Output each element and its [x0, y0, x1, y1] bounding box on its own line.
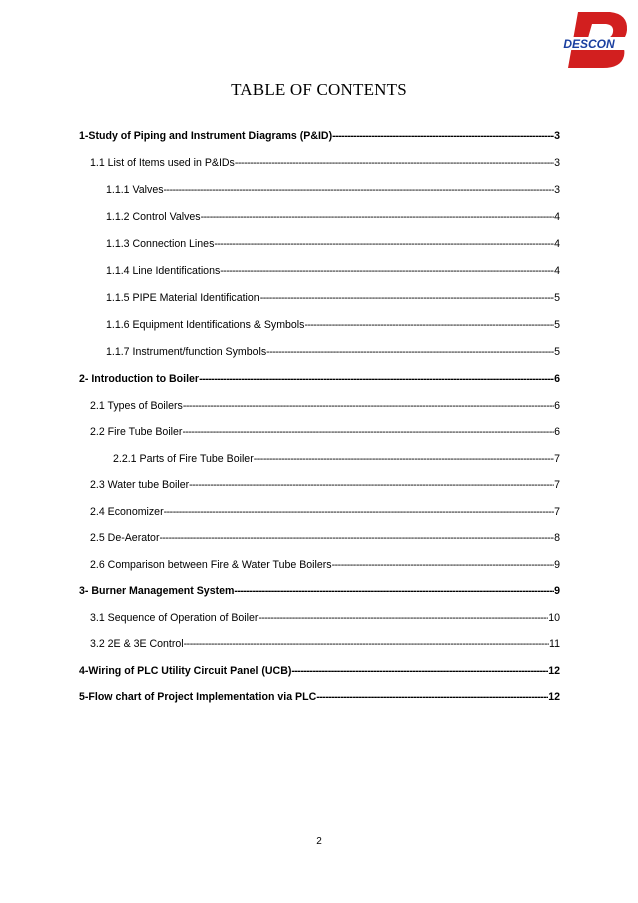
toc-entry-2[interactable]	[79, 373, 560, 385]
toc-leader	[316, 691, 548, 703]
toc-entry-2-3[interactable]	[90, 479, 560, 491]
toc-entry-page: 8	[554, 532, 560, 544]
toc-entry-page: 6	[554, 400, 560, 412]
toc-entry-title: 2.4 Economizer	[90, 506, 164, 518]
toc-entry-title: 1.1.1 Valves	[106, 184, 164, 196]
toc-entry-page: 5	[554, 346, 560, 358]
toc-entry-2-1[interactable]	[90, 400, 560, 412]
page-number: 2	[316, 836, 322, 847]
toc-entry-4[interactable]	[79, 665, 560, 677]
toc-entry-title: 1.1.6 Equipment Identifications & Symbols	[106, 319, 305, 331]
toc-leader	[182, 426, 554, 438]
toc-entry-page: 9	[554, 559, 560, 571]
toc-entry-page: 5	[554, 292, 560, 304]
toc-leader	[164, 506, 554, 518]
toc-leader	[199, 373, 554, 385]
toc-entry-page: 6	[554, 373, 560, 385]
toc-entry-3-2[interactable]	[90, 638, 560, 650]
toc-leader	[201, 211, 554, 223]
toc-entry-title: 3- Burner Management System	[79, 585, 235, 597]
toc-leader	[260, 292, 554, 304]
toc-entry-page: 7	[554, 453, 560, 465]
logo-text: DESCON	[563, 37, 615, 51]
toc-entry-title: 3.1 Sequence of Operation of Boiler	[90, 612, 259, 624]
toc-leader	[254, 453, 554, 465]
toc-entry-1-1-1[interactable]	[106, 184, 560, 196]
toc-entry-1-1[interactable]	[90, 157, 560, 169]
toc-entry-page: 7	[554, 479, 560, 491]
toc-entry-page: 3	[554, 157, 560, 169]
toc-entry-title: 3.2 2E & 3E Control	[90, 638, 184, 650]
toc-leader	[189, 479, 554, 491]
toc-entry-page: 6	[554, 426, 560, 438]
toc-entry-title: 2.5 De-Aerator	[90, 532, 160, 544]
toc-entry-title: 1.1.5 PIPE Material Identification	[106, 292, 260, 304]
toc-leader	[159, 532, 554, 544]
toc-leader	[291, 665, 548, 677]
toc-entry-page: 4	[554, 265, 560, 277]
toc-entry-title: 2.1 Types of Boilers	[90, 400, 183, 412]
toc-leader	[234, 585, 554, 597]
toc-leader	[235, 157, 554, 169]
toc-entry-page: 4	[554, 211, 560, 223]
toc-entry-title: 2.6 Comparison between Fire & Water Tube Boilers	[90, 559, 332, 571]
toc-entry-2-4[interactable]	[90, 506, 560, 518]
toc-entry-1-1-7[interactable]	[106, 346, 560, 358]
toc-entry-2-2-1[interactable]	[113, 453, 560, 465]
toc-entry-title: 2.3 Water tube Boiler	[90, 479, 190, 491]
toc-entry-page: 4	[554, 238, 560, 250]
toc-leader	[184, 638, 549, 650]
toc-entry-page: 5	[554, 319, 560, 331]
toc-leader	[332, 130, 554, 142]
toc-entry-1-1-6[interactable]	[106, 319, 560, 331]
toc-entry-page: 12	[548, 691, 560, 703]
toc-entry-page: 9	[554, 585, 560, 597]
toc-leader	[266, 346, 554, 358]
toc-leader	[258, 612, 548, 624]
toc-entry-title: 5-Flow chart of Project Implementation via PLC	[79, 691, 317, 703]
toc-entry-1[interactable]	[79, 130, 560, 142]
toc-entry-2-2[interactable]	[90, 426, 560, 438]
toc-entry-title: 2- Introduction to Boiler	[79, 373, 200, 385]
toc-entry-1-1-5[interactable]	[106, 292, 560, 304]
toc-entry-2-6[interactable]	[90, 559, 560, 571]
toc-entry-title: 1.1.2 Control Valves	[106, 211, 201, 223]
toc-leader	[214, 238, 554, 250]
toc-entry-title: 1-Study of Piping and Instrument Diagrams (P&ID)	[79, 130, 333, 142]
toc-entry-page: 10	[548, 612, 560, 624]
toc-leader	[164, 184, 555, 196]
toc-leader	[220, 265, 554, 277]
toc-entry-5[interactable]	[79, 691, 560, 703]
toc-entry-page: 3	[554, 130, 560, 142]
toc-leader	[304, 319, 554, 331]
toc-entry-1-1-3[interactable]	[106, 238, 560, 250]
toc-entry-page: 7	[554, 506, 560, 518]
toc-entry-title: 1.1 List of Items used in P&IDs	[90, 157, 235, 169]
toc-entry-page: 12	[548, 665, 560, 677]
toc-entry-2-5[interactable]	[90, 532, 560, 544]
toc-entry-3-1[interactable]	[90, 612, 560, 624]
toc-entry-1-1-4[interactable]	[106, 265, 560, 277]
toc-entry-page: 3	[554, 184, 560, 196]
toc-entry-title: 1.1.7 Instrument/function Symbols	[106, 346, 267, 358]
toc-entry-title: 1.1.4 Line Identifications	[106, 265, 221, 277]
toc-leader	[332, 559, 554, 571]
toc-entry-1-1-2[interactable]	[106, 211, 560, 223]
toc-entry-title: 2.2 Fire Tube Boiler	[90, 426, 183, 438]
toc-entry-3[interactable]	[79, 585, 560, 597]
page-title: TABLE OF CONTENTS	[231, 80, 407, 99]
toc-leader	[183, 400, 554, 412]
toc-entry-title: 1.1.3 Connection Lines	[106, 238, 215, 250]
toc-entry-page: 11	[549, 638, 560, 650]
toc-entry-title: 4-Wiring of PLC Utility Circuit Panel (UCB)	[79, 665, 292, 677]
toc-entry-title: 2.2.1 Parts of Fire Tube Boiler	[113, 453, 254, 465]
